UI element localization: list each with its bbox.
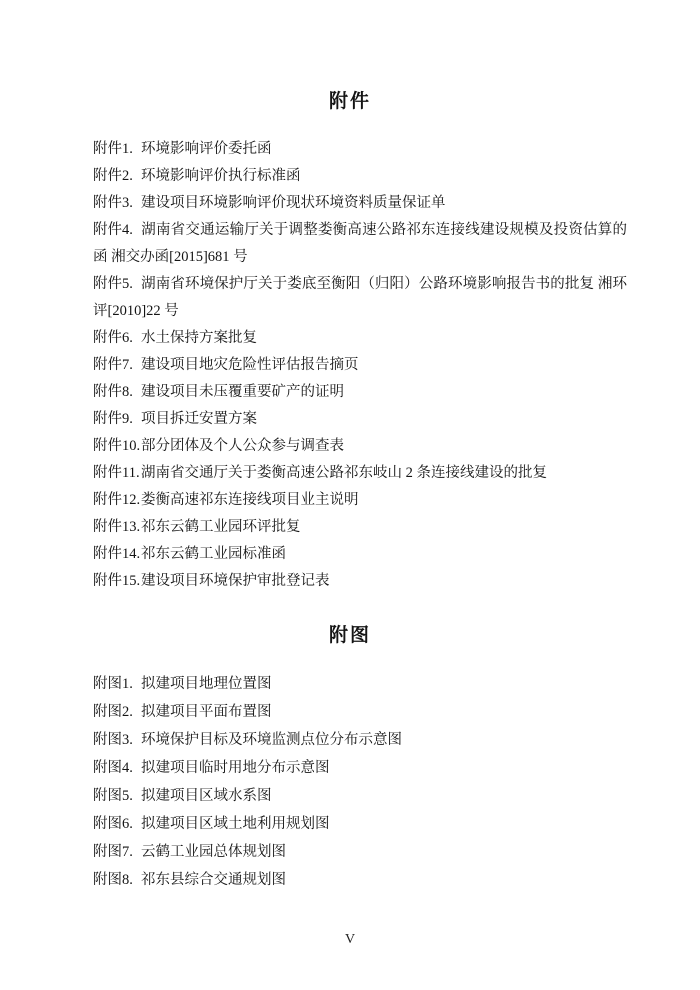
- attachment-item: [93, 217, 627, 271]
- figures-section-title: 附图: [328, 625, 371, 646]
- attachment-text: 祁东云鹤工业园环评批复: [141, 519, 301, 535]
- figure-text: 拟建项目区域土地利用规划图: [141, 816, 330, 832]
- figure-label: 附图8.: [93, 872, 133, 888]
- attachment-text: 湖南省交通厅关于娄衡高速公路祁东岐山 2 条连接线建设的批复: [141, 465, 547, 481]
- attachment-label: 附件7.: [93, 357, 133, 373]
- attachment-text: 水土保持方案批复: [141, 330, 257, 346]
- attachment-item: [93, 487, 627, 514]
- attachment-text: 湖南省交通运输厅关于调整娄衡高速公路祁东连接线建设规模及投资估算的函 湘交办函[2015]681 号: [93, 222, 627, 265]
- figure-text: 拟建项目平面布置图: [141, 704, 272, 720]
- attachment-text: 部分团体及个人公众参与调查表: [141, 438, 344, 454]
- figure-label: 附图3.: [93, 732, 133, 748]
- attachment-item: [93, 433, 627, 460]
- figure-item: [93, 782, 627, 810]
- attachment-label: 附件11.: [93, 465, 140, 481]
- attachment-item: [93, 406, 627, 433]
- figure-text: 拟建项目区域水系图: [141, 788, 272, 804]
- attachment-text: 祁东云鹤工业园标准函: [141, 546, 286, 562]
- figure-text: 拟建项目地理位置图: [141, 676, 272, 692]
- figure-item: [93, 866, 627, 894]
- figure-label: 附图6.: [93, 816, 133, 832]
- attachments-list: [0, 136, 700, 595]
- attachment-label: 附件12.: [93, 492, 141, 508]
- figure-item: [93, 726, 627, 754]
- attachment-item: [93, 136, 627, 163]
- attachment-label: 附件6.: [93, 330, 133, 346]
- attachment-text: 环境影响评价执行标准函: [141, 168, 301, 184]
- attachment-text: 湖南省环境保护厅关于娄底至衡阳（归阳）公路环境影响报告书的批复 湘环评[2010]22 号: [93, 276, 627, 319]
- attachment-item: [93, 190, 627, 217]
- attachment-text: 环境影响评价委托函: [141, 141, 272, 157]
- attachment-label: 附件1.: [93, 141, 133, 157]
- attachment-item: [93, 379, 627, 406]
- attachment-item: [93, 325, 627, 352]
- attachment-label: 附件13.: [93, 519, 141, 535]
- attachment-label: 附件8.: [93, 384, 133, 400]
- attachment-label: 附件4.: [93, 222, 133, 238]
- attachment-label: 附件2.: [93, 168, 133, 184]
- attachment-text: 建设项目未压覆重要矿产的证明: [141, 384, 344, 400]
- attachment-text: 建设项目环境保护审批登记表: [141, 573, 330, 589]
- figure-item: [93, 810, 627, 838]
- figure-text: 祁东县综合交通规划图: [141, 872, 286, 888]
- figures-list: [0, 670, 700, 894]
- attachment-item: [93, 460, 627, 487]
- attachment-label: 附件5.: [93, 276, 133, 292]
- figure-text: 拟建项目临时用地分布示意图: [141, 760, 330, 776]
- attachment-item: [93, 514, 627, 541]
- attachment-item: [93, 541, 627, 568]
- figure-label: 附图4.: [93, 760, 133, 776]
- figure-item: [93, 754, 627, 782]
- figure-item: [93, 670, 627, 698]
- figure-label: 附图5.: [93, 788, 133, 804]
- attachment-text: 娄衡高速祁东连接线项目业主说明: [141, 492, 359, 508]
- figure-label: 附图1.: [93, 676, 133, 692]
- attachment-text: 建设项目地灾危险性评估报告摘页: [141, 357, 359, 373]
- attachment-text: 项目拆迁安置方案: [141, 411, 257, 427]
- figure-item: [93, 838, 627, 866]
- figure-label: 附图7.: [93, 844, 133, 860]
- attachment-item: [93, 352, 627, 379]
- attachment-item: [93, 568, 627, 595]
- attachment-label: 附件9.: [93, 411, 133, 427]
- figure-text: 云鹤工业园总体规划图: [141, 844, 286, 860]
- attachment-item: [93, 163, 627, 190]
- attachments-section-title: 附件: [328, 91, 371, 112]
- attachment-text: 建设项目环境影响评价现状环境资料质量保证单: [141, 195, 446, 211]
- page-number: V: [344, 932, 356, 947]
- figure-label: 附图2.: [93, 704, 133, 720]
- attachment-label: 附件14.: [93, 546, 141, 562]
- figure-text: 环境保护目标及环境监测点位分布示意图: [141, 732, 402, 748]
- attachment-label: 附件10.: [93, 438, 141, 454]
- attachment-label: 附件15.: [93, 573, 141, 589]
- attachment-label: 附件3.: [93, 195, 133, 211]
- figure-item: [93, 698, 627, 726]
- attachment-item: [93, 271, 627, 325]
